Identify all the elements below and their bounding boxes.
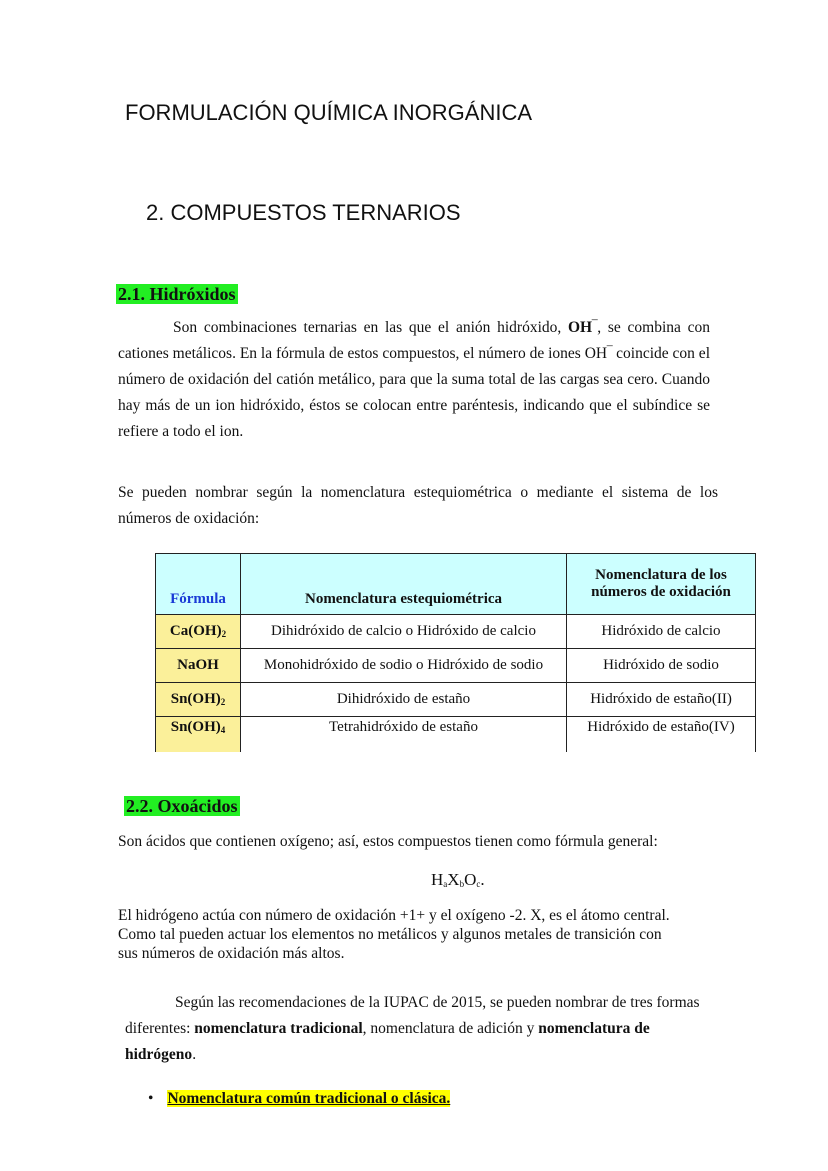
formula-cell: $Sn(OH)_4$ [156,717,241,753]
esteq-cell: Dihidróxido de calcio o Hidróxido de calcio [241,615,567,649]
table-row [156,683,756,717]
header-estequiometrica: Nomenclatura estequiométrica [241,554,567,615]
formula-cell: $Ca(OH)_2$ [156,615,241,649]
section-title: 2. COMPUESTOS TERNARIOS [146,200,461,225]
general-formula: $H_aX_bO_c$. [431,870,485,889]
formula-cell: NaOH [156,649,241,683]
header-oxidacion: Nomenclatura de los números de oxidación [567,554,756,615]
formula-cell: $Sn(OH)_2$ [156,683,241,717]
esteq-cell: Dihidróxido de estaño [241,683,567,717]
bullet-icon: • [148,1090,154,1107]
esteq-cell: Tetrahidróxido de estaño [241,717,567,753]
heading-oxoacidos: 2.2. Oxoácidos [126,796,238,816]
paragraph-hidroxidos: Son combinaciones ternarias en las que el anión hidróxido, OH‾, se combina con cationes metálicos. En la fórmula de estos compuestos, el número de iones OH‾ coincide con el número de oxidación del catión metálico, para que la suma total de las cargas sea cero. Cuando hay más de un ion hidróxido, éstos se colocan entre paréntesis, indicando que el subíndice se refiere a todo el ion. [118,319,710,440]
paragraph-iupac: Según las recomendaciones de la IUPAC de 2015, se pueden nombrar de tres formas diferentes: nomenclatura tradicional, nomenclatura de adición y nomenclatura de hidrógeno. [125,994,700,1063]
ox-cell: Hidróxido de calcio [567,615,756,649]
ox-cell: Hidróxido de estaño(IV) [567,717,756,753]
paragraph-nomenclatura: Se pueden nombrar según la nomenclatura estequiométrica o mediante el sistema de los números de oxidación: [118,484,718,527]
table-row [156,649,756,683]
header-formula: Fórmula [156,554,241,615]
table-row [156,615,756,649]
table-header-row [156,554,756,615]
esteq-cell: Monohidróxido de sodio o Hidróxido de sodio [241,649,567,683]
paragraph-hidrogeno: El hidrógeno actúa con número de oxidación +1+ y el oxígeno -2. X, es el átomo central. Como tal pueden actuar los elementos no metálicos y algunos metales de transición con sus números de oxidación más altos. [118,907,670,962]
bullet-item: • Nomenclatura común tradicional o clásica. [148,1090,451,1107]
table-row [156,717,756,753]
ox-cell: Hidróxido de sodio [567,649,756,683]
heading-hidroxidos: 2.1. Hidróxidos [118,284,236,304]
document-title: FORMULACIÓN QUÍMICA INORGÁNICA [125,100,533,125]
ox-cell: Hidróxido de estaño(II) [567,683,756,717]
hidroxidos-table [155,553,756,752]
paragraph-oxoacidos: Son ácidos que contienen oxígeno; así, estos compuestos tienen como fórmula general: [118,833,658,850]
